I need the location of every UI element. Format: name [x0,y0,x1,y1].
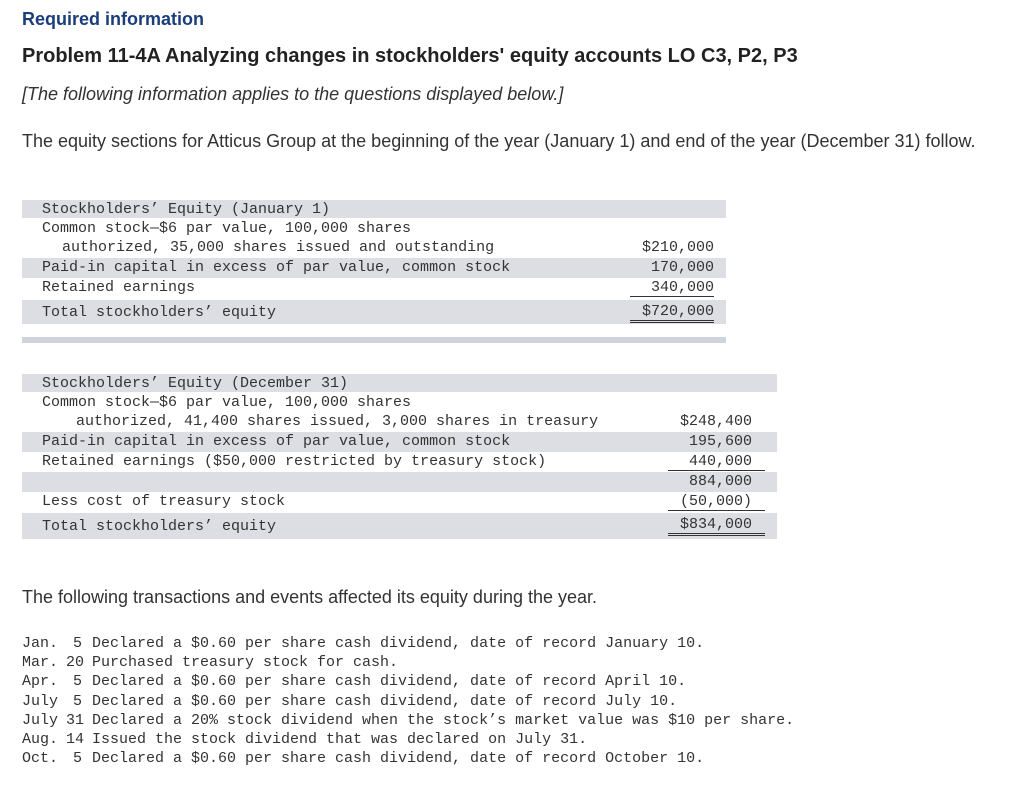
common-stock-label-cont: authorized, 41,400 shares issued, 3,000 shares in treasury [76,413,599,430]
transactions-list [22,634,794,768]
retained-earnings-amount: 440,000 [668,453,765,471]
treasury-stock-label: Less cost of treasury stock [42,493,286,510]
transaction-text: Declared a $0.60 per share cash dividend, date of record January 10. [92,635,705,652]
total-equity-amount: $720,000 [630,303,714,323]
transactions-lead: The following transactions and events affected its equity during the year. [22,587,598,607]
transaction-day: 20 [66,654,85,672]
total-equity-label: Total stockholders’ equity [42,304,277,321]
transaction-day: 31 [66,711,85,729]
table-bottom-bar [22,337,726,343]
problem-title: Problem 11-4A Analyzing changes in stockholders' equity accounts LO C3, P2, P3 [22,45,798,67]
treasury-stock-amount: (50,000) [668,493,765,511]
paid-in-capital-label: Paid-in capital in excess of par value, common stock [42,433,511,450]
row-band [22,472,777,492]
subtotal-amount: 884,000 [688,473,752,490]
transaction-day: 14 [66,731,85,749]
transaction-line [22,730,794,749]
transaction-month: Oct. [22,750,59,768]
paid-in-capital-label: Paid-in capital in excess of par value, common stock [42,259,511,276]
table-heading: Stockholders’ Equity (December 31) [42,375,349,392]
intro-paragraph: The equity sections for Atticus Group at the beginning of the year (January 1) and end of the year (December 31) follow. [22,131,976,151]
transaction-line [22,692,794,711]
total-equity-label: Total stockholders’ equity [42,518,277,535]
transaction-line [22,749,794,768]
transaction-text: Declared a $0.60 per share cash dividend, date of record July 10. [92,692,678,710]
paid-in-capital-amount: 170,000 [650,259,714,276]
transaction-month: Aug. [22,731,59,749]
transaction-line [22,634,794,653]
common-stock-label: Common stock—$6 par value, 100,000 shares [42,220,412,237]
table-heading: Stockholders’ Equity (January 1) [42,201,331,218]
transaction-day: 5 [72,635,82,652]
transaction-day: 5 [72,692,82,710]
retained-earnings-label: Retained earnings [42,279,196,296]
retained-earnings-label: Retained earnings ($50,000 restricted by treasury stock) [42,453,547,470]
transaction-line [22,711,794,730]
january-equity-table [22,200,726,345]
transaction-text: Purchased treasury stock for cash. [92,654,399,672]
transaction-month: July [22,711,59,729]
common-stock-label: Common stock—$6 par value, 100,000 shares [42,394,412,411]
problem-subtitle: [The following information applies to the questions displayed below.] [22,84,564,104]
transaction-text: Issued the stock dividend that was declared on July 31. [92,731,588,749]
transaction-line [22,672,794,691]
transaction-text: Declared a 20% stock dividend when the stock’s market value was $10 per share. [92,711,795,729]
transaction-line [22,653,794,672]
transaction-text: Declared a $0.60 per share cash dividend, date of record April 10. [92,673,687,691]
transaction-day: 5 [72,750,82,768]
common-stock-amount: $248,400 [679,413,752,430]
transaction-text: Declared a $0.60 per share cash dividend, date of record October 10. [92,750,705,768]
total-equity-amount: $834,000 [668,516,765,536]
transaction-month: Mar. [22,654,59,672]
required-information-heading: Required information [22,9,205,29]
december-equity-table [22,374,777,546]
common-stock-label-cont: authorized, 35,000 shares issued and outstanding [62,239,495,256]
transaction-month: Apr. [22,673,59,691]
transaction-month: July [22,692,59,710]
transaction-month: Jan. [22,635,59,652]
transaction-day: 5 [72,673,82,691]
common-stock-amount: $210,000 [641,239,714,256]
retained-earnings-amount: 340,000 [630,279,714,297]
paid-in-capital-amount: 195,600 [688,433,752,450]
